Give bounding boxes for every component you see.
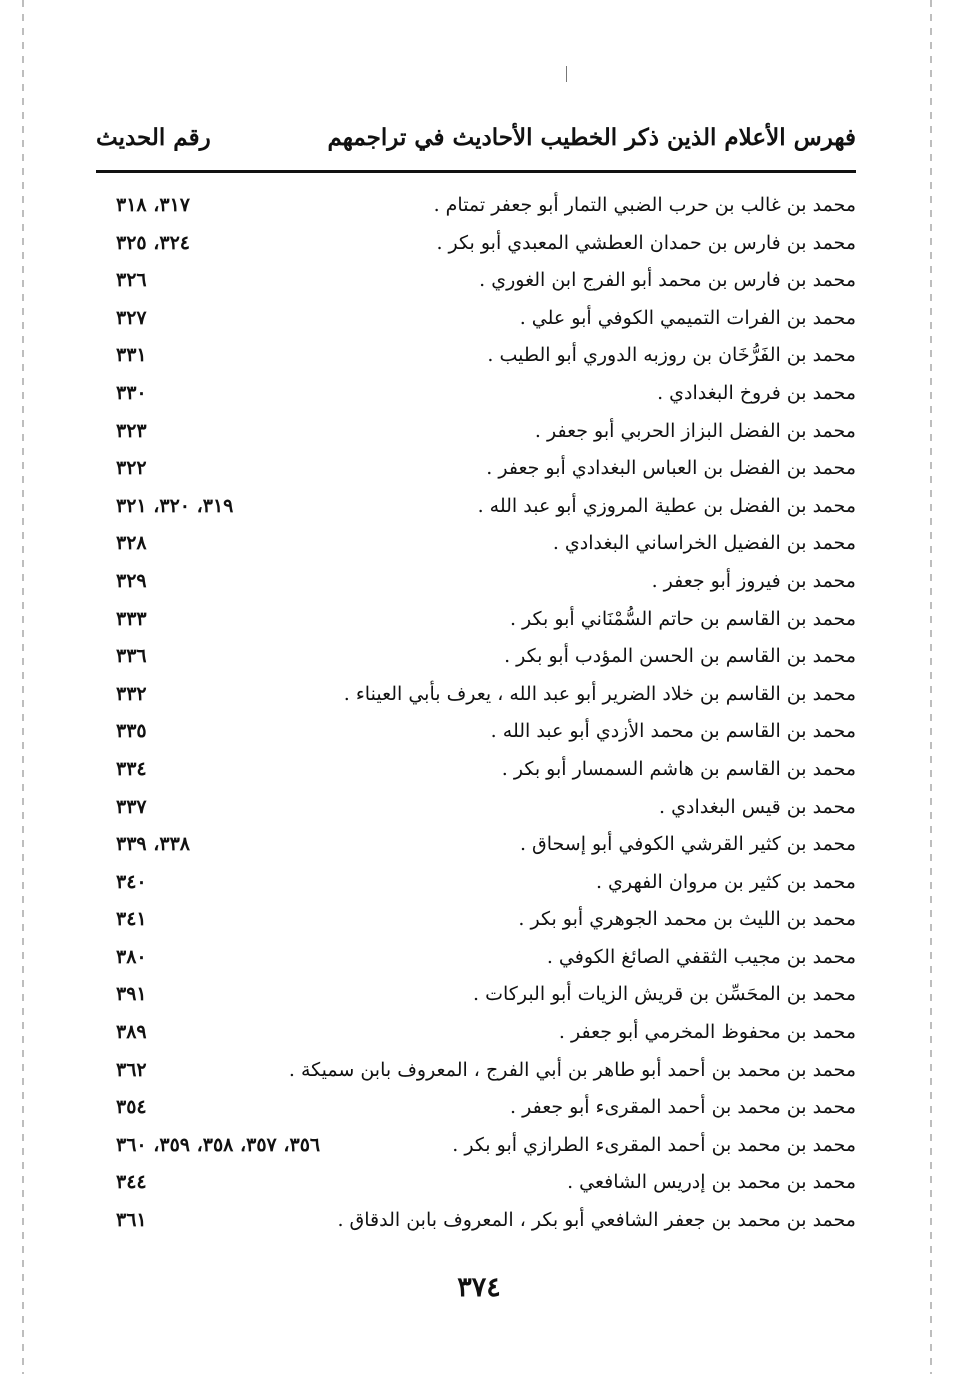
index-entry	[96, 1017, 856, 1055]
entry-hadith-numbers: ٣٢٨	[116, 532, 147, 555]
entry-hadith-numbers: ٣٥٦، ٣٥٧، ٣٥٨، ٣٥٩، ٣٦٠	[116, 1133, 321, 1156]
entry-name: محمد بن محمد بن أحمد المقرىء أبو جعفر .	[510, 1096, 856, 1119]
index-entry	[96, 904, 856, 942]
top-mark	[566, 66, 567, 82]
index-entry	[96, 867, 856, 905]
index-entry	[96, 754, 856, 792]
entry-name: محمد بن القاسم بن محمد الأزدي أبو عبد الله .	[490, 720, 856, 743]
index-entry	[96, 453, 856, 491]
index-entry	[96, 792, 856, 830]
entry-hadith-numbers: ٣٨٩	[116, 1021, 147, 1044]
index-entry	[96, 829, 856, 867]
entry-hadith-numbers: ٣٣٨، ٣٣٩	[116, 833, 190, 856]
entry-hadith-numbers: ٣٣٥	[116, 720, 147, 743]
index-entry	[96, 566, 856, 604]
index-entry	[96, 942, 856, 980]
entry-name: محمد بن الفضيل الخراساني البغدادي .	[552, 532, 856, 555]
index-entry	[96, 491, 856, 529]
entry-name: محمد بن فيروز أبو جعفر .	[651, 569, 856, 592]
index-entry	[96, 1205, 856, 1243]
index-entry	[96, 228, 856, 266]
entry-hadith-numbers: ٣٦٢	[116, 1058, 147, 1081]
entry-hadith-numbers: ٣٣٦	[116, 645, 147, 668]
entry-hadith-numbers: ٣٨٠	[116, 945, 147, 968]
entry-hadith-numbers: ٣١٧، ٣١٨	[116, 194, 190, 216]
entry-name: محمد بن المحَسِّن بن قريش الزيات أبو البركات .	[473, 983, 856, 1006]
hadith-number-column-label: رقم الحديث	[96, 124, 211, 151]
entry-name: محمد بن محمد بن أحمد أبو طاهر بن أبي الفرج ، المعروف بابن سميكة .	[288, 1058, 856, 1081]
entry-hadith-numbers: ٣٣٧	[116, 795, 147, 818]
entry-name: محمد بن محمد بن إدريس الشافعي .	[567, 1171, 856, 1194]
entry-name: محمد بن الفضل البزاز الحربي أبو جعفر .	[534, 419, 856, 442]
index-entry	[96, 416, 856, 454]
entry-hadith-numbers: ٣٦١	[116, 1209, 147, 1232]
entry-name: محمد بن محمد بن جعفر الشافعي أبو بكر ، المعروف بابن الدقاق .	[337, 1209, 856, 1232]
entry-name: محمد بن محفوظ المخرمي أبو جعفر .	[558, 1021, 856, 1044]
entry-hadith-numbers: ٣٣٤	[116, 757, 147, 780]
entry-name: محمد بن فارس بن حمدان العطشي المعبدي أبو بكر .	[436, 231, 856, 254]
index-entry	[96, 528, 856, 566]
entry-name: محمد بن الفضل بن العباس البغدادي أبو جعفر .	[486, 457, 856, 480]
entry-name: محمد بن كثير القرشي الكوفي أبو إسحاق .	[519, 833, 856, 856]
entry-hadith-numbers: ٣٣٢	[116, 682, 147, 705]
entry-hadith-numbers: ٣٥٤	[116, 1096, 147, 1119]
entry-name: محمد بن الفَرُّخَان بن روزبه الدوري أبو الطيب .	[487, 344, 856, 367]
entry-name: محمد بن مجيب الثقفي الصائغ الكوفي .	[546, 945, 856, 968]
entry-hadith-numbers: ٣٢٣	[116, 419, 147, 442]
entry-hadith-numbers: ٣٢٩	[116, 569, 147, 592]
index-entry	[96, 1092, 856, 1130]
index-entry	[96, 378, 856, 416]
entry-hadith-numbers: ٣٢٢	[116, 457, 147, 480]
index-entries	[96, 190, 856, 1243]
entry-hadith-numbers: ٣٣٠	[116, 381, 147, 404]
index-entry	[96, 604, 856, 642]
entry-hadith-numbers: ٣٣٣	[116, 607, 147, 630]
index-entry	[96, 190, 856, 228]
index-title: فهرس الأعلام الذين ذكر الخطيب الأحاديث في تراجمهم	[327, 124, 856, 151]
index-entry	[96, 641, 856, 679]
entry-name: محمد بن قيس البغدادي .	[659, 795, 856, 818]
entry-name: محمد بن كثير بن مروان الفهري .	[595, 870, 856, 893]
entry-name: محمد بن القاسم بن الحسن المؤدب أبو بكر .	[504, 645, 856, 668]
entry-hadith-numbers: ٣٤٤	[116, 1171, 147, 1194]
entry-name: محمد بن غالب بن حرب الضبي التمار أبو جعفر تمتام .	[433, 194, 856, 216]
index-entry	[96, 265, 856, 303]
index-entry	[96, 679, 856, 717]
entry-name: محمد بن القاسم بن حاتم السُّمْنَاني أبو بكر .	[509, 607, 856, 630]
index-entry	[96, 716, 856, 754]
page-header	[96, 124, 856, 164]
left-margin-dotted-line	[22, 0, 24, 1374]
index-entry	[96, 340, 856, 378]
entry-hadith-numbers: ٣٤١	[116, 908, 147, 931]
page-number: ٣٧٤	[457, 1272, 501, 1303]
index-entry	[96, 1167, 856, 1205]
entry-hadith-numbers: ٣٢٦	[116, 269, 147, 292]
right-margin-dotted-line	[930, 0, 932, 1374]
entry-name: محمد بن محمد بن أحمد المقرىء الطرازي أبو بكر .	[452, 1133, 856, 1156]
entry-hadith-numbers: ٣٤٠	[116, 870, 147, 893]
index-entry	[96, 303, 856, 341]
entry-name: محمد بن الفرات التميمي الكوفي أبو علي .	[519, 306, 856, 329]
header-rule	[96, 170, 856, 173]
entry-name: محمد بن الليث بن محمد الجوهري أبو بكر .	[518, 908, 856, 931]
index-entry	[96, 1130, 856, 1168]
entry-name: محمد بن القاسم بن خلاد الضرير أبو عبد الله ، يعرف بأبي العيناء .	[343, 682, 856, 705]
index-entry	[96, 979, 856, 1017]
index-entry	[96, 1055, 856, 1093]
entry-hadith-numbers: ٣٣١	[116, 344, 147, 367]
entry-name: محمد بن القاسم بن هاشم السمسار أبو بكر .	[501, 757, 856, 780]
entry-hadith-numbers: ٣٩١	[116, 983, 147, 1006]
entry-hadith-numbers: ٣٢٧	[116, 306, 147, 329]
entry-hadith-numbers: ٣٢٤، ٣٢٥	[116, 231, 190, 254]
entry-name: محمد بن الفضل بن عطية المروزي أبو عبد الله .	[477, 494, 856, 517]
entry-hadith-numbers: ٣١٩، ٣٢٠، ٣٢١	[116, 494, 234, 517]
entry-name: محمد بن فارس بن محمد أبو الفرج ابن الغوري .	[479, 269, 856, 292]
entry-name: محمد بن فروخ البغدادي .	[657, 381, 856, 404]
